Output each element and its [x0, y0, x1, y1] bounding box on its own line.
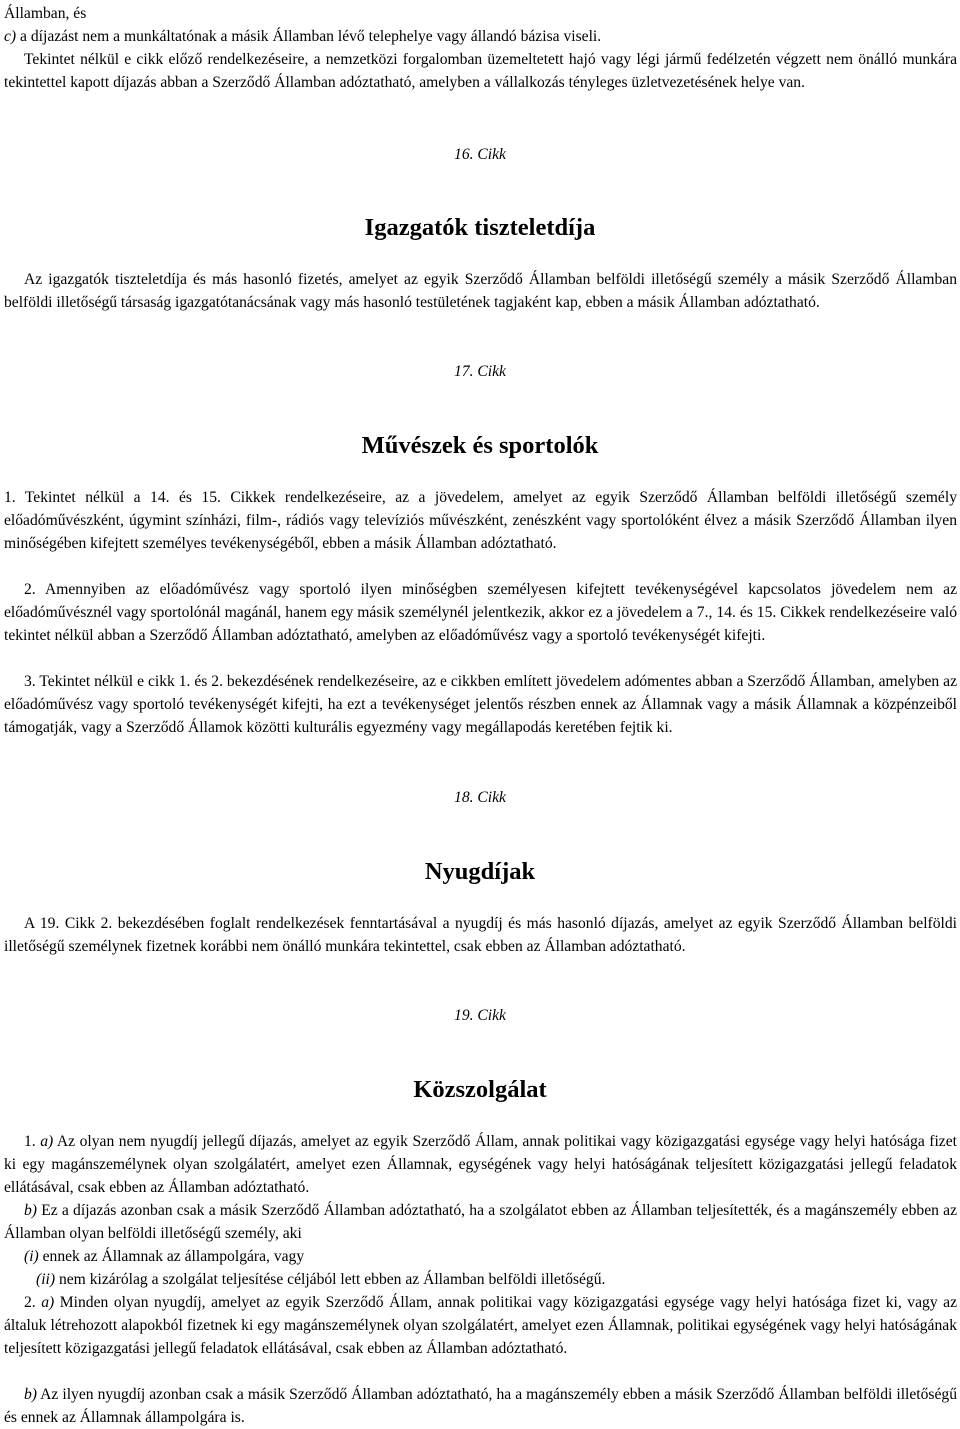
item-marker: (i): [24, 1248, 39, 1265]
item-text: Az ilyen nyugdíj azonban csak a másik Szerződő Államban adóztatható, ha a magánszemély ebben a másik Szerződő Államban belföldi illetőségű és ennek az Államnak állampolgára is.: [4, 1386, 957, 1426]
item-marker: b): [24, 1202, 37, 1219]
article-16-text: Az igazgatók tiszteletdíja és más hasonló fizetés, amelyet az egyik Szerződő Államban belföldi illetőségű személy a másik Szerződő Államban belföldi illetőségű társaság igazgatótanácsának vagy más hasonló testületének tagjaként kap, ebben a másik Államban adóztatható.: [4, 271, 957, 311]
article-18-text: A 19. Cikk 2. bekezdésében foglalt rendelkezések fenntartásával a nyugdíj és más hasonló díjazás, amelyet az egyik Szerződő Államban belföldi illetőségű személynek fizetnek korábbi nem önálló munkára tekintettel, csak ebben az Államban adóztatható.: [4, 915, 957, 955]
item-text: Minden olyan nyugdíj, amelyet az egyik Szerződő Állam, annak politikai vagy közigazgatási egysége vagy helyi hatósága fizet ki, vagy az általuk létrehozott alapokból fizetnek ki egy magánszemélynek olyan szolgálatért, amelyet ezen Államnak, politikai egységének vagy helyi hatóságának teljesített közigazgatási jellegű feladatok ellátásával, csak ebben az Államban adóztatható.: [4, 1294, 957, 1357]
article-17-title: Művészek és sportolók: [361, 432, 599, 459]
article-19-paragraph-1b: [4, 1199, 957, 1245]
paragraph-number: 1.: [24, 1133, 36, 1150]
article-19-title: Közszolgálat: [413, 1076, 547, 1103]
article-19-paragraph-2a: [4, 1291, 957, 1360]
article-16-title: Igazgatók tiszteletdíja: [364, 214, 596, 241]
article-17-paragraph-3: 3. Tekintet nélkül e cikk 1. és 2. bekezdésének rendelkezéseire, az e cikkben említett jövedelem adómentes abban a Szerződő Államban, amelyben az előadóművész vagy sportoló tevékenységét kifejti, ha ezt a tevékenységet jelentős részben ennek az Államnak vagy a másik Államnak a közpénzeiből támogatják, vagy a Szerződő Államok közötti kulturális egyezmény vagy megállapodás keretében fejtik ki.: [4, 673, 957, 736]
article-17-number: 17. Cikk: [454, 363, 506, 380]
article-19-item-i: [4, 1245, 957, 1268]
item-text: Az olyan nem nyugdíj jellegű díjazás, amelyet az egyik Szerződő Állam, annak politikai vagy közigazgatási egysége vagy helyi hatósága fizet ki egy magánszemélynek olyan szolgálatért, amelyet ezen Államnak, egységének vagy helyi hatóságának teljesített közigazgatási jellegű feladatok ellátásával, csak ebben az Államban adóztatható.: [4, 1133, 957, 1196]
article-19-item-ii: [4, 1268, 957, 1291]
article-19-paragraph-1a: [4, 1130, 957, 1199]
article-18-title: Nyugdíjak: [424, 858, 536, 885]
item-marker: c): [4, 28, 17, 45]
paragraph-number: 2.: [24, 1294, 36, 1311]
fragment-line: [4, 2, 957, 48]
item-text: ennek az Államnak az állampolgára, vagy: [42, 1248, 305, 1265]
fragment-text: Államban, és: [4, 5, 87, 22]
article-19-number: 19. Cikk: [454, 1007, 506, 1024]
item-text: a díjazást nem a munkáltatónak a másik Államban lévő telephelye vagy állandó bázisa viseli.: [20, 28, 602, 45]
item-text: Ez a díjazás azonban csak a másik Szerződő Államban adóztatható, ha a szolgálatot ebben az Államban teljesítették, és a magánszemély ebben az Államban olyan belföldi illetőségű személy, aki: [4, 1202, 957, 1242]
item-marker: a): [40, 1133, 54, 1150]
article-16-number: 16. Cikk: [454, 146, 506, 163]
item-marker: b): [24, 1386, 37, 1403]
article-18-number: 18. Cikk: [454, 789, 506, 806]
item-marker: (ii): [36, 1271, 56, 1288]
item-text: nem kizárólag a szolgálat teljesítése céljából lett ebben az Államban belföldi illetőségű.: [58, 1271, 606, 1288]
article-17-paragraph-2: 2. Amennyiben az előadóművész vagy sportoló ilyen minőségben személyesen kifejtett tevékenységével kapcsolatos jövedelem nem az előadóművésznél vagy sportolónál magánál, hanem egy másik személynél jelentkezik, akkor ez a jövedelem a 7., 14. és 15. Cikkek rendelkezéseire való tekintet nélkül abban a Szerződő Államban adóztatható, amelyben az előadóművész vagy a sportoló tevékenységét kifejti.: [4, 581, 957, 644]
article-17-paragraph-1: 1. Tekintet nélkül a 14. és 15. Cikkek rendelkezéseire, az a jövedelem, amelyet az egyik Szerződő Államban belföldi illetőségű személy előadóművészként, úgymint színházi, film-, rádiós vagy televíziós művészként, zenészként vagy sportolóként élvez a másik Szerződő Államban ilyen minőségében kifejtett személyes tevékenységéből, ebben a másik Államban adóztatható.: [4, 489, 957, 552]
item-marker: a): [41, 1294, 55, 1311]
paragraph-3: Tekintet nélkül e cikk előző rendelkezéseire, a nemzetközi forgalomban üzemeltetett hajó vagy légi jármű fedélzetén végzett nem önálló munkára tekintettel kapott díjazás abban a Szerződő Államban adóztatható, amelyben a vállalkozás tényleges üzletvezetésének helye van.: [4, 51, 957, 91]
article-19-paragraph-2b: [4, 1383, 957, 1429]
